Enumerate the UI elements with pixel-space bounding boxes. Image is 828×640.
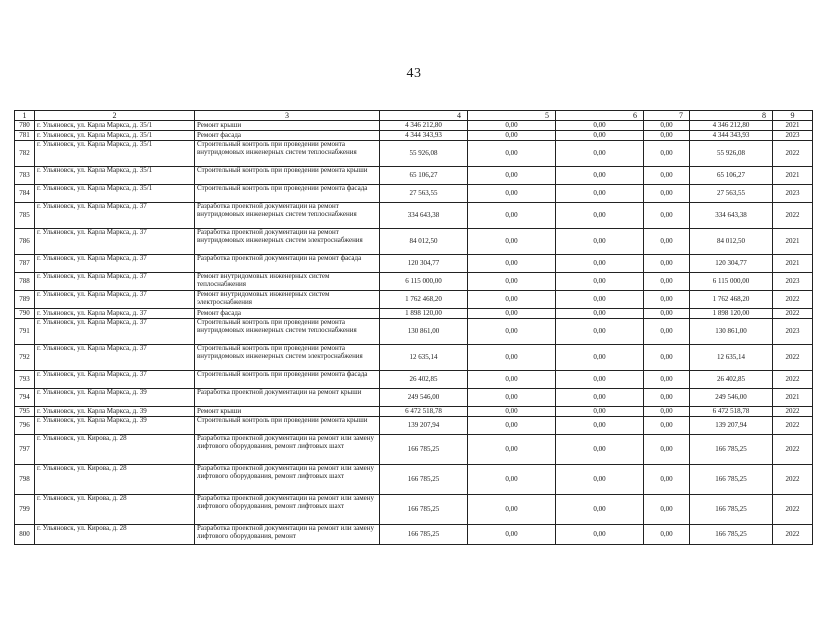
column-7-cell: 0,00 — [644, 255, 690, 273]
year-cell: 2021 — [773, 167, 813, 185]
work-type-cell: Строительный контроль при проведении ремонта крыши — [195, 417, 380, 435]
year-cell: 2022 — [773, 203, 813, 229]
row-number: 788 — [15, 273, 35, 291]
table-row — [15, 229, 813, 255]
work-type-cell: Строительный контроль при проведении ремонта внутридомовых инженерных систем теплоснабжения — [195, 141, 380, 167]
year-cell: 2022 — [773, 417, 813, 435]
owner-funds-cell: 6 115 000,00 — [690, 273, 773, 291]
column-5-cell: 0,00 — [468, 407, 556, 417]
total-cost-cell: 6 472 518,78 — [380, 407, 468, 417]
table-row — [15, 131, 813, 141]
row-number: 796 — [15, 417, 35, 435]
table-row — [15, 291, 813, 309]
total-cost-cell: 166 785,25 — [380, 525, 468, 545]
column-5-cell: 0,00 — [468, 309, 556, 319]
owner-funds-cell: 1 762 468,20 — [690, 291, 773, 309]
year-cell: 2023 — [773, 185, 813, 203]
work-type-cell: Разработка проектной документации на ремонт внутридомовых инженерных систем электроснабжения — [195, 229, 380, 255]
total-cost-cell: 130 861,00 — [380, 319, 468, 345]
table-row — [15, 417, 813, 435]
address-cell: г. Ульяновск, ул. Кирова, д. 28 — [35, 465, 195, 495]
total-cost-cell: 166 785,25 — [380, 435, 468, 465]
column-5-cell: 0,00 — [468, 273, 556, 291]
table-row — [15, 465, 813, 495]
work-type-cell: Строительный контроль при проведении ремонта фасада — [195, 185, 380, 203]
column-6-cell: 0,00 — [556, 131, 644, 141]
column-5-cell: 0,00 — [468, 167, 556, 185]
owner-funds-cell: 1 898 120,00 — [690, 309, 773, 319]
column-7-cell: 0,00 — [644, 291, 690, 309]
total-cost-cell: 4 344 343,93 — [380, 131, 468, 141]
row-number: 797 — [15, 435, 35, 465]
year-cell: 2023 — [773, 273, 813, 291]
column-6-cell: 0,00 — [556, 273, 644, 291]
column-6-cell: 0,00 — [556, 407, 644, 417]
column-6-cell: 0,00 — [556, 309, 644, 319]
column-header-8: 8 — [690, 111, 773, 121]
owner-funds-cell: 4 344 343,93 — [690, 131, 773, 141]
total-cost-cell: 334 643,38 — [380, 203, 468, 229]
owner-funds-cell: 4 346 212,80 — [690, 121, 773, 131]
column-6-cell: 0,00 — [556, 319, 644, 345]
address-cell: г. Ульяновск, ул. Карла Маркса, д. 37 — [35, 345, 195, 371]
table-row — [15, 121, 813, 131]
row-number: 789 — [15, 291, 35, 309]
total-cost-cell: 166 785,25 — [380, 465, 468, 495]
owner-funds-cell: 12 635,14 — [690, 345, 773, 371]
column-header-3: 3 — [195, 111, 380, 121]
address-cell: г. Ульяновск, ул. Карла Маркса, д. 39 — [35, 407, 195, 417]
column-number-row — [15, 111, 813, 121]
column-6-cell: 0,00 — [556, 371, 644, 389]
work-type-cell: Ремонт фасада — [195, 131, 380, 141]
total-cost-cell: 166 785,25 — [380, 495, 468, 525]
column-6-cell: 0,00 — [556, 417, 644, 435]
address-cell: г. Ульяновск, ул. Карла Маркса, д. 35/1 — [35, 167, 195, 185]
column-header-5: 5 — [468, 111, 556, 121]
year-cell: 2022 — [773, 141, 813, 167]
year-cell: 2021 — [773, 389, 813, 407]
year-cell: 2022 — [773, 495, 813, 525]
address-cell: г. Ульяновск, ул. Кирова, д. 28 — [35, 435, 195, 465]
total-cost-cell: 4 346 212,80 — [380, 121, 468, 131]
table-row — [15, 255, 813, 273]
table-row — [15, 495, 813, 525]
year-cell: 2022 — [773, 435, 813, 465]
repair-registry-table — [14, 110, 813, 545]
column-7-cell: 0,00 — [644, 319, 690, 345]
year-cell: 2022 — [773, 465, 813, 495]
year-cell: 2022 — [773, 345, 813, 371]
column-5-cell: 0,00 — [468, 465, 556, 495]
total-cost-cell: 1 898 120,00 — [380, 309, 468, 319]
table-row — [15, 203, 813, 229]
address-cell: г. Ульяновск, ул. Карла Маркса, д. 35/1 — [35, 121, 195, 131]
table-row — [15, 407, 813, 417]
work-type-cell: Строительный контроль при проведении ремонта фасада — [195, 371, 380, 389]
column-6-cell: 0,00 — [556, 435, 644, 465]
column-7-cell: 0,00 — [644, 141, 690, 167]
column-6-cell: 0,00 — [556, 203, 644, 229]
column-7-cell: 0,00 — [644, 389, 690, 407]
column-5-cell: 0,00 — [468, 291, 556, 309]
year-cell: 2022 — [773, 309, 813, 319]
row-number: 787 — [15, 255, 35, 273]
column-5-cell: 0,00 — [468, 255, 556, 273]
column-7-cell: 0,00 — [644, 309, 690, 319]
total-cost-cell: 65 106,27 — [380, 167, 468, 185]
row-number: 782 — [15, 141, 35, 167]
table-row — [15, 345, 813, 371]
total-cost-cell: 1 762 468,20 — [380, 291, 468, 309]
work-type-cell: Ремонт крыши — [195, 121, 380, 131]
column-5-cell: 0,00 — [468, 417, 556, 435]
work-type-cell: Ремонт фасада — [195, 309, 380, 319]
table-row — [15, 435, 813, 465]
owner-funds-cell: 65 106,27 — [690, 167, 773, 185]
column-7-cell: 0,00 — [644, 525, 690, 545]
owner-funds-cell: 120 304,77 — [690, 255, 773, 273]
address-cell: г. Ульяновск, ул. Карла Маркса, д. 35/1 — [35, 131, 195, 141]
total-cost-cell: 84 012,50 — [380, 229, 468, 255]
year-cell: 2021 — [773, 121, 813, 131]
column-5-cell: 0,00 — [468, 371, 556, 389]
table-row — [15, 309, 813, 319]
owner-funds-cell: 84 012,50 — [690, 229, 773, 255]
column-5-cell: 0,00 — [468, 229, 556, 255]
column-5-cell: 0,00 — [468, 319, 556, 345]
owner-funds-cell: 139 207,94 — [690, 417, 773, 435]
row-number: 781 — [15, 131, 35, 141]
address-cell: г. Ульяновск, ул. Карла Маркса, д. 37 — [35, 255, 195, 273]
column-6-cell: 0,00 — [556, 141, 644, 167]
column-6-cell: 0,00 — [556, 525, 644, 545]
column-7-cell: 0,00 — [644, 229, 690, 255]
year-cell: 2021 — [773, 229, 813, 255]
column-header-4: 4 — [380, 111, 468, 121]
work-type-cell: Строительный контроль при проведении ремонта внутридомовых инженерных систем электроснабжения — [195, 345, 380, 371]
column-7-cell: 0,00 — [644, 273, 690, 291]
owner-funds-cell: 27 563,55 — [690, 185, 773, 203]
column-7-cell: 0,00 — [644, 167, 690, 185]
owner-funds-cell: 166 785,25 — [690, 435, 773, 465]
column-7-cell: 0,00 — [644, 407, 690, 417]
column-header-7: 7 — [644, 111, 690, 121]
column-6-cell: 0,00 — [556, 291, 644, 309]
work-type-cell: Разработка проектной документации на ремонт или замену лифтового оборудования, ремонт лифтовых шахт — [195, 495, 380, 525]
column-6-cell: 0,00 — [556, 185, 644, 203]
table-row — [15, 389, 813, 407]
year-cell: 2022 — [773, 407, 813, 417]
owner-funds-cell: 249 546,00 — [690, 389, 773, 407]
column-5-cell: 0,00 — [468, 121, 556, 131]
row-number: 785 — [15, 203, 35, 229]
row-number: 799 — [15, 495, 35, 525]
table-row — [15, 319, 813, 345]
row-number: 792 — [15, 345, 35, 371]
table-row — [15, 525, 813, 545]
address-cell: г. Ульяновск, ул. Карла Маркса, д. 39 — [35, 389, 195, 407]
column-5-cell: 0,00 — [468, 131, 556, 141]
address-cell: г. Ульяновск, ул. Кирова, д. 28 — [35, 495, 195, 525]
work-type-cell: Строительный контроль при проведении ремонта внутридомовых инженерных систем теплоснабжения — [195, 319, 380, 345]
work-type-cell: Разработка проектной документации на ремонт внутридомовых инженерных систем теплоснабжения — [195, 203, 380, 229]
column-5-cell: 0,00 — [468, 435, 556, 465]
column-5-cell: 0,00 — [468, 185, 556, 203]
year-cell: 2022 — [773, 291, 813, 309]
total-cost-cell: 249 546,00 — [380, 389, 468, 407]
table-row — [15, 371, 813, 389]
owner-funds-cell: 26 402,85 — [690, 371, 773, 389]
address-cell: г. Ульяновск, ул. Карла Маркса, д. 37 — [35, 291, 195, 309]
row-number: 783 — [15, 167, 35, 185]
owner-funds-cell: 166 785,25 — [690, 465, 773, 495]
column-5-cell: 0,00 — [468, 345, 556, 371]
address-cell: г. Ульяновск, ул. Карла Маркса, д. 37 — [35, 319, 195, 345]
column-7-cell: 0,00 — [644, 345, 690, 371]
table-row — [15, 273, 813, 291]
total-cost-cell: 55 926,08 — [380, 141, 468, 167]
column-header-1: 1 — [15, 111, 35, 121]
column-5-cell: 0,00 — [468, 203, 556, 229]
table-row — [15, 141, 813, 167]
year-cell: 2022 — [773, 371, 813, 389]
column-7-cell: 0,00 — [644, 465, 690, 495]
owner-funds-cell: 334 643,38 — [690, 203, 773, 229]
owner-funds-cell: 166 785,25 — [690, 525, 773, 545]
work-type-cell: Строительный контроль при проведении ремонта крыши — [195, 167, 380, 185]
row-number: 791 — [15, 319, 35, 345]
address-cell: г. Ульяновск, ул. Карла Маркса, д. 37 — [35, 203, 195, 229]
work-type-cell: Разработка проектной документации на ремонт или замену лифтового оборудования, ремонт — [195, 525, 380, 545]
owner-funds-cell: 6 472 518,78 — [690, 407, 773, 417]
total-cost-cell: 27 563,55 — [380, 185, 468, 203]
column-6-cell: 0,00 — [556, 229, 644, 255]
column-6-cell: 0,00 — [556, 345, 644, 371]
row-number: 790 — [15, 309, 35, 319]
year-cell: 2021 — [773, 255, 813, 273]
row-number: 780 — [15, 121, 35, 131]
column-6-cell: 0,00 — [556, 465, 644, 495]
address-cell: г. Ульяновск, ул. Карла Маркса, д. 35/1 — [35, 185, 195, 203]
table-row — [15, 185, 813, 203]
column-6-cell: 0,00 — [556, 167, 644, 185]
row-number: 793 — [15, 371, 35, 389]
table-body — [15, 121, 813, 545]
work-type-cell: Ремонт крыши — [195, 407, 380, 417]
work-type-cell: Разработка проектной документации на ремонт крыши — [195, 389, 380, 407]
work-type-cell: Ремонт внутридомовых инженерных систем теплоснабжения — [195, 273, 380, 291]
address-cell: г. Ульяновск, ул. Карла Маркса, д. 37 — [35, 273, 195, 291]
column-6-cell: 0,00 — [556, 389, 644, 407]
column-6-cell: 0,00 — [556, 121, 644, 131]
total-cost-cell: 12 635,14 — [380, 345, 468, 371]
address-cell: г. Ульяновск, ул. Карла Маркса, д. 37 — [35, 371, 195, 389]
total-cost-cell: 26 402,85 — [380, 371, 468, 389]
address-cell: г. Ульяновск, ул. Карла Маркса, д. 37 — [35, 309, 195, 319]
total-cost-cell: 6 115 000,00 — [380, 273, 468, 291]
column-7-cell: 0,00 — [644, 435, 690, 465]
column-header-2: 2 — [35, 111, 195, 121]
year-cell: 2022 — [773, 525, 813, 545]
column-header-6: 6 — [556, 111, 644, 121]
owner-funds-cell: 55 926,08 — [690, 141, 773, 167]
column-7-cell: 0,00 — [644, 417, 690, 435]
column-6-cell: 0,00 — [556, 495, 644, 525]
column-7-cell: 0,00 — [644, 495, 690, 525]
table-row — [15, 167, 813, 185]
column-7-cell: 0,00 — [644, 371, 690, 389]
year-cell: 2023 — [773, 131, 813, 141]
owner-funds-cell: 166 785,25 — [690, 495, 773, 525]
column-5-cell: 0,00 — [468, 525, 556, 545]
page-number: 43 — [406, 66, 422, 81]
address-cell: г. Ульяновск, ул. Карла Маркса, д. 37 — [35, 229, 195, 255]
column-7-cell: 0,00 — [644, 185, 690, 203]
row-number: 795 — [15, 407, 35, 417]
work-type-cell: Разработка проектной документации на ремонт или замену лифтового оборудования, ремонт лифтовых шахт — [195, 465, 380, 495]
column-7-cell: 0,00 — [644, 131, 690, 141]
row-number: 794 — [15, 389, 35, 407]
row-number: 798 — [15, 465, 35, 495]
address-cell: г. Ульяновск, ул. Кирова, д. 28 — [35, 525, 195, 545]
column-5-cell: 0,00 — [468, 495, 556, 525]
column-7-cell: 0,00 — [644, 203, 690, 229]
total-cost-cell: 139 207,94 — [380, 417, 468, 435]
address-cell: г. Ульяновск, ул. Карла Маркса, д. 39 — [35, 417, 195, 435]
work-type-cell: Разработка проектной документации на ремонт или замену лифтового оборудования, ремонт лифтовых шахт — [195, 435, 380, 465]
work-type-cell: Разработка проектной документации на ремонт фасада — [195, 255, 380, 273]
row-number: 786 — [15, 229, 35, 255]
column-7-cell: 0,00 — [644, 121, 690, 131]
work-type-cell: Ремонт внутридомовых инженерных систем электроснабжения — [195, 291, 380, 309]
total-cost-cell: 120 304,77 — [380, 255, 468, 273]
column-5-cell: 0,00 — [468, 141, 556, 167]
column-5-cell: 0,00 — [468, 389, 556, 407]
table-header — [15, 111, 813, 121]
row-number: 784 — [15, 185, 35, 203]
address-cell: г. Ульяновск, ул. Карла Маркса, д. 35/1 — [35, 141, 195, 167]
column-6-cell: 0,00 — [556, 255, 644, 273]
year-cell: 2023 — [773, 319, 813, 345]
owner-funds-cell: 130 861,00 — [690, 319, 773, 345]
row-number: 800 — [15, 525, 35, 545]
column-header-9: 9 — [773, 111, 813, 121]
